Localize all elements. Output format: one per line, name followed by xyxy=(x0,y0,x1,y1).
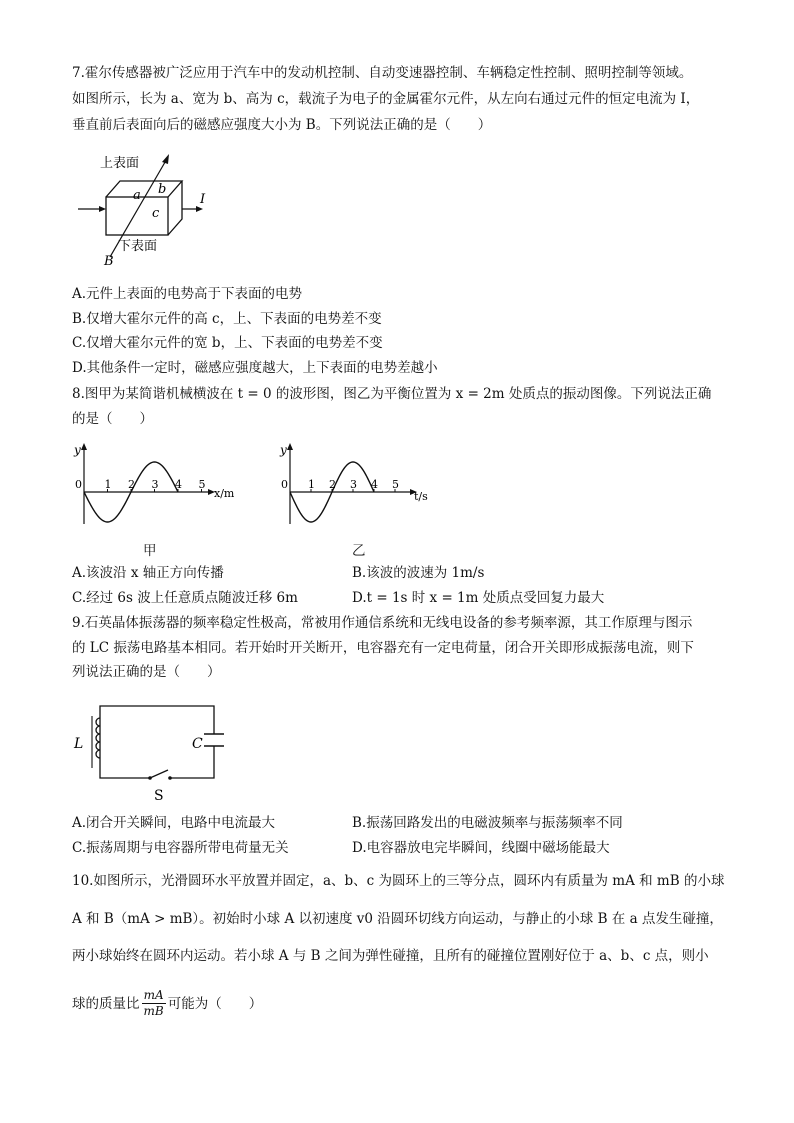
graph-yi-tick-label-5: 5 xyxy=(392,478,399,491)
graph-yi-tick-label-2: 2 xyxy=(329,478,336,491)
q10-stem-line-3: 两小球始终在圆环内运动。若小球 A 与 B 之间为弹性碰撞，且所有的碰撞位置刚好位于 a、b、c 点，则小 xyxy=(72,948,709,964)
q9-option-b: B.振荡回路发出的电磁波频率与振荡频率不同 xyxy=(352,815,623,831)
graph-yi-tick-label-0: 0 xyxy=(281,478,288,491)
fraction-denominator: mB xyxy=(143,1004,164,1018)
q9-stem-line-2: 的 LC 振荡电路基本相同。若开始时开关断开，电容器充有一定电荷量，闭合开关即形成振荡电流，则下 xyxy=(72,640,694,656)
q9-option-d: D.电容器放电完毕瞬间，线圈中磁场能最大 xyxy=(352,840,610,856)
current-in-arrow xyxy=(99,206,106,212)
graph-yi-xlabel: t/s xyxy=(414,490,428,503)
q7-option-d: D.其他条件一定时，磁感应强度越大，上下表面的电势差越小 xyxy=(72,360,438,376)
graph-jia-ylabel: y xyxy=(74,443,81,457)
graph-yi-ylabel: y xyxy=(280,443,287,457)
graph-yi-tick-label-3: 3 xyxy=(350,478,357,491)
graph-yi-tick-label-4: 4 xyxy=(371,478,378,491)
switch-blade xyxy=(150,770,168,778)
q9-option-c: C.振荡周期与电容器所带电荷量无关 xyxy=(72,840,289,856)
q7-stem-line-2: 如图所示，长为 a、宽为 b、高为 c，载流子为电子的金属霍尔元件，从左向右通过元件的恒定电流为 I， xyxy=(72,91,700,107)
q9-option-a: A.闭合开关瞬间，电路中电流最大 xyxy=(72,815,276,831)
fraction-numerator: mA xyxy=(143,988,164,1002)
q7-option-a: A.元件上表面的电势高于下表面的电势 xyxy=(72,286,303,302)
lc-circuit-figure xyxy=(72,696,232,808)
width-b-label: b xyxy=(158,182,167,197)
q7-option-b: B.仅增大霍尔元件的高 c，上、下表面的电势差不变 xyxy=(72,311,382,327)
q8-stem-line-1: 8.图甲为某简谐机械横波在 t = 0 的波形图，图乙为平衡位置为 x = 2m 处质点的振动图像。下列说法正确 xyxy=(72,386,712,402)
length-a-label: a xyxy=(133,188,141,203)
graph-jia-tick-label-2: 2 xyxy=(128,478,135,491)
top-surface-label: 上表面 xyxy=(100,156,140,171)
q8-option-c: C.经过 6s 波上任意质点随波迁移 6m xyxy=(72,590,298,606)
graph-yi-caption: 乙 xyxy=(352,543,366,559)
wave-graph-jia xyxy=(72,440,247,530)
q9-stem-line-1: 9.石英晶体振荡器的频率稳定性极高，常被用作通信系统和无线电设备的参考频率源，其工作原理与图示 xyxy=(72,615,693,631)
q9-stem-line-3: 列说法正确的是（ ） xyxy=(72,664,221,680)
height-c-label: c xyxy=(152,206,160,221)
q10-line4-suffix: 可能为（ ） xyxy=(167,995,263,1012)
q10-stem-line-1: 10.如图所示，光滑圆环水平放置并固定，a、b、c 为圆环上的三等分点，圆环内有质量为 mA 和 mB 的小球 xyxy=(72,873,725,889)
mass-ratio-fraction xyxy=(142,988,166,1019)
graph-jia-caption: 甲 xyxy=(143,543,157,559)
hall-top-face xyxy=(106,181,182,197)
q10-stem-line-4 xyxy=(72,988,262,1019)
q7-stem-line-1: 7.霍尔传感器被广泛应用于汽车中的发动机控制、自动变速器控制、车辆稳定性控制、照明控制等领域。 xyxy=(72,65,693,81)
bottom-surface-label: 下表面 xyxy=(118,239,158,254)
magnetic-field-arrow xyxy=(162,154,169,164)
hall-element-figure xyxy=(72,145,222,270)
q8-option-d: D.t = 1s 时 x = 1m 处质点受回复力最大 xyxy=(352,590,605,606)
inductor-L-label: L xyxy=(74,736,84,752)
q10-line4-prefix: 球的质量比 xyxy=(72,995,140,1012)
capacitor-C-label: C xyxy=(192,736,203,752)
graph-jia-tick-label-3: 3 xyxy=(151,478,159,491)
q8-option-b: B.该波的波速为 1m/s xyxy=(352,565,485,581)
graph-jia-tick-label-0: 0 xyxy=(75,478,82,491)
graph-jia-xlabel: x/m xyxy=(214,487,235,500)
graph-yi-tick-label-1: 1 xyxy=(308,478,315,491)
graph-jia-tick-label-5: 5 xyxy=(198,478,206,491)
q10-stem-line-2: A 和 B（mA > mB）。初始时小球 A 以初速度 v0 沿圆环切线方向运动，与静止的小球 B 在 a 点发生碰撞， xyxy=(72,911,723,927)
q8-stem-line-2: 的是（ ） xyxy=(72,411,153,427)
graph-jia-tick-label-1: 1 xyxy=(104,478,112,491)
current-I-label: I xyxy=(200,192,206,207)
vibration-graph-yi xyxy=(274,440,449,530)
q7-stem-line-3: 垂直前后表面向后的磁感应强度大小为 B。下列说法正确的是（ ） xyxy=(72,117,492,133)
q7-option-c: C.仅增大霍尔元件的宽 b，上、下表面的电势差不变 xyxy=(72,335,383,351)
field-B-label: B xyxy=(104,254,114,269)
q8-option-a: A.该波沿 x 轴正方向传播 xyxy=(72,565,224,581)
switch-S-label: S xyxy=(154,788,164,804)
graph-jia-tick-label-4: 4 xyxy=(175,478,182,491)
